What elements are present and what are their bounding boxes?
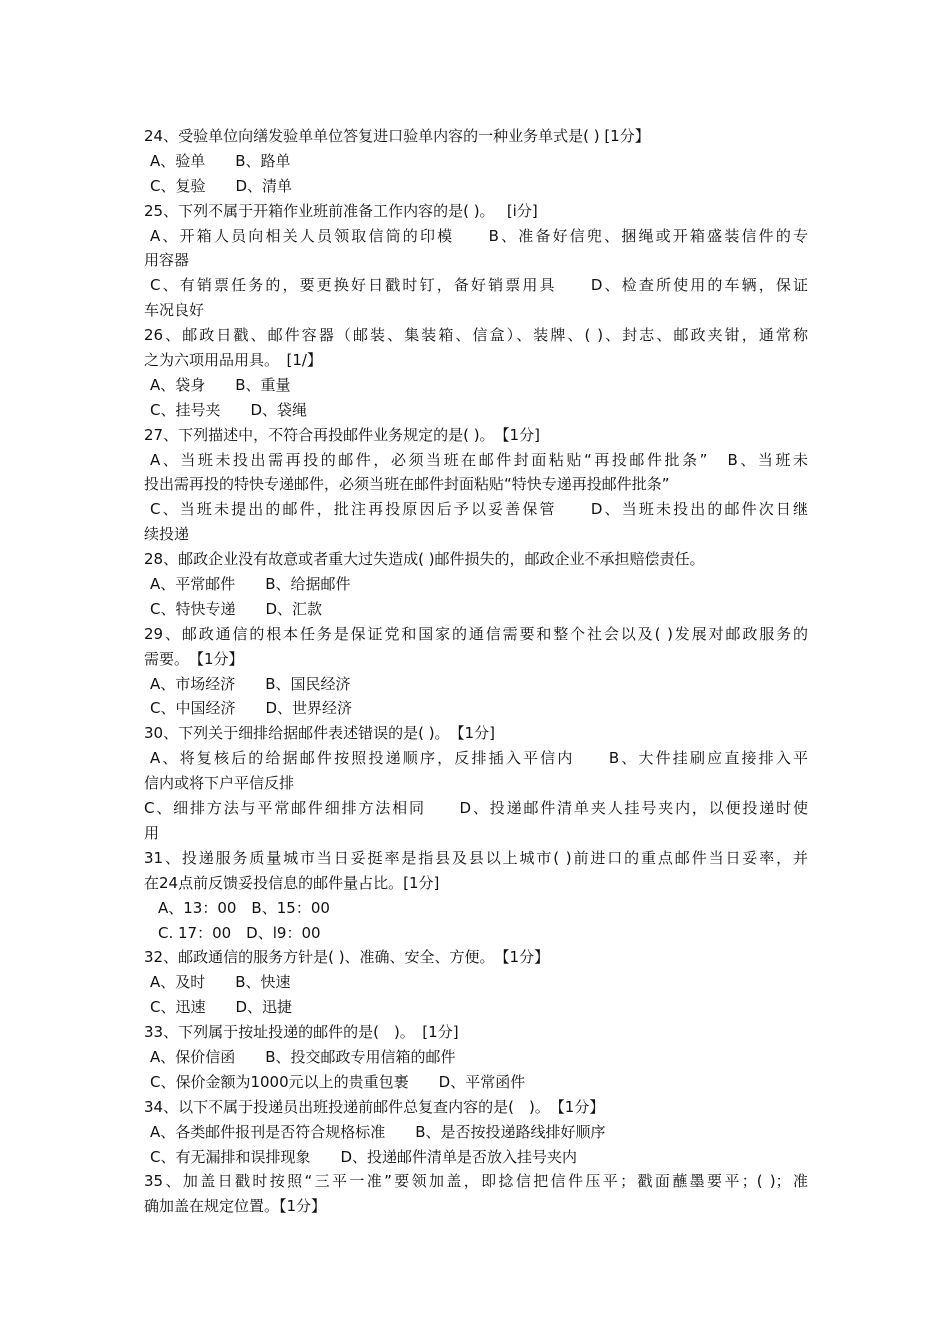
text-line: 28、邮政企业没有故意或者重大过失造成( )邮件损失的，邮政企业不承担赔偿责任。 bbox=[144, 550, 705, 569]
text-line: A、平常邮件 B、给据邮件 bbox=[150, 575, 351, 594]
text-line: C、中国经济 D、世界经济 bbox=[150, 699, 353, 718]
text-line: A、各类邮件报刊是否符合规格标准 B、是否按投递路线排好顺序 bbox=[150, 1122, 606, 1141]
text-line: A、13：00 B、15：00 bbox=[158, 898, 330, 917]
text-line: 32、邮政通信的服务方针是( )、准确、安全、方便。 【1分】 bbox=[144, 948, 550, 967]
text-line: A、市场经济 B、国民经济 bbox=[150, 674, 351, 693]
text-line: 用 bbox=[144, 823, 160, 842]
text-line: 续投递 bbox=[144, 525, 190, 544]
text-line: C、有销票任务的，要更换好日戳时钉，备好销票用具 D、检查所使用的车辆，保证 bbox=[150, 276, 808, 295]
text-line: A、及时 B、快速 bbox=[150, 973, 291, 992]
text-line: C. 17：00 D、l9：00 bbox=[158, 923, 321, 942]
text-line: 33、下列属于按址投递的邮件的是( )。 [1分] bbox=[144, 1023, 459, 1042]
text-line: 需要。 【1分】 bbox=[144, 649, 244, 668]
text-line: C、复验 D、清单 bbox=[150, 176, 293, 195]
text-line: 车况良好 bbox=[144, 301, 205, 320]
text-line: A、验单 B、路单 bbox=[150, 151, 291, 170]
text-line: 确加盖在规定位置。【1分】 bbox=[144, 1197, 327, 1216]
text-line: 24、受验单位向缮发验单单位答复进口验单内容的一种业务单式是( ) [1分】 bbox=[144, 127, 650, 145]
text-line: C、细排方法与平常邮件细排方法相同 D、投递邮件清单夹人挂号夹内，以便投递时使 bbox=[144, 799, 808, 818]
document-page bbox=[144, 124, 808, 1219]
text-line: 在24点前反馈妥投信息的邮件量占比。[1分] bbox=[144, 873, 440, 892]
text-line: 31、投递服务质量城市当日妥挺率是指县及县以上城市( )前进口的重点邮件当日妥率，并 bbox=[144, 848, 808, 867]
text-line: A、保价信函 B、投交邮政专用信箱的邮件 bbox=[150, 1047, 456, 1066]
text-line: C、迅速 D、迅捷 bbox=[150, 998, 293, 1017]
text-line: 26、邮政日戳、邮件容器（邮装、集装箱、信盒）、装牌、( )、封志、邮政夹钳，通常称 bbox=[144, 326, 808, 345]
text-line: 25、下列不属于开箱作业班前准备工作内容的是( )。 [i分] bbox=[144, 201, 538, 220]
text-line: 30、下列关于细排给据邮件表述错误的是( )。 【1分] bbox=[144, 724, 495, 743]
text-line: A、当班未投出需再投的邮件，必须当班在邮件封面粘贴“再投邮件批条” B、当班未 bbox=[150, 450, 808, 469]
text-line: C、当班未提出的邮件，批注再投原因后予以妥善保管 D、当班未投出的邮件次日继 bbox=[150, 500, 808, 519]
text-line: C、特快专递 D、汇款 bbox=[150, 599, 323, 618]
text-line: 35、加盖日戳时按照“三平一准”要领加盖，即捻信把信件压平；戳面蘸墨要平；( )；准 bbox=[144, 1172, 808, 1191]
text-line: A、将复核后的给据邮件按照投递顺序，反排插入平信内 B、大件挂刷应直接排入平 bbox=[150, 749, 808, 768]
text-line: 信内或将下户平信反排 bbox=[144, 774, 295, 793]
text-line: C、挂号夹 D、袋绳 bbox=[150, 400, 308, 419]
text-line: 27、下列描述中，不符合再投邮件业务规定的是( )。 【1分] bbox=[144, 425, 540, 444]
text-line: 之为六项用品用具。 [1/】 bbox=[144, 351, 322, 370]
text-line: A、袋身 B、重量 bbox=[150, 375, 291, 394]
text-line: A、开箱人员向相关人员领取信筒的印模 B、准备好信兜、捆绳或开箱盛装信件的专 bbox=[150, 226, 808, 245]
text-line: 投出需再投的特快专递邮件，必须当班在邮件封面粘贴“特快专递再投邮件批条” bbox=[144, 475, 670, 494]
text-line: C、保价金额为1000元以上的贵重包裹 D、平常函件 bbox=[150, 1072, 526, 1091]
text-line: C、有无漏排和误排现象 D、投递邮件清单是否放入挂号夹内 bbox=[150, 1147, 578, 1166]
text-line: 29、邮政通信的根本任务是保证党和国家的通信需要和整个社会以及( )发展对邮政服务的 bbox=[144, 624, 808, 643]
text-line: 34、以下不属于投递员出班投递前邮件总复查内容的是( )。 【1分】 bbox=[144, 1097, 605, 1116]
text-line: 用容器 bbox=[144, 251, 190, 270]
